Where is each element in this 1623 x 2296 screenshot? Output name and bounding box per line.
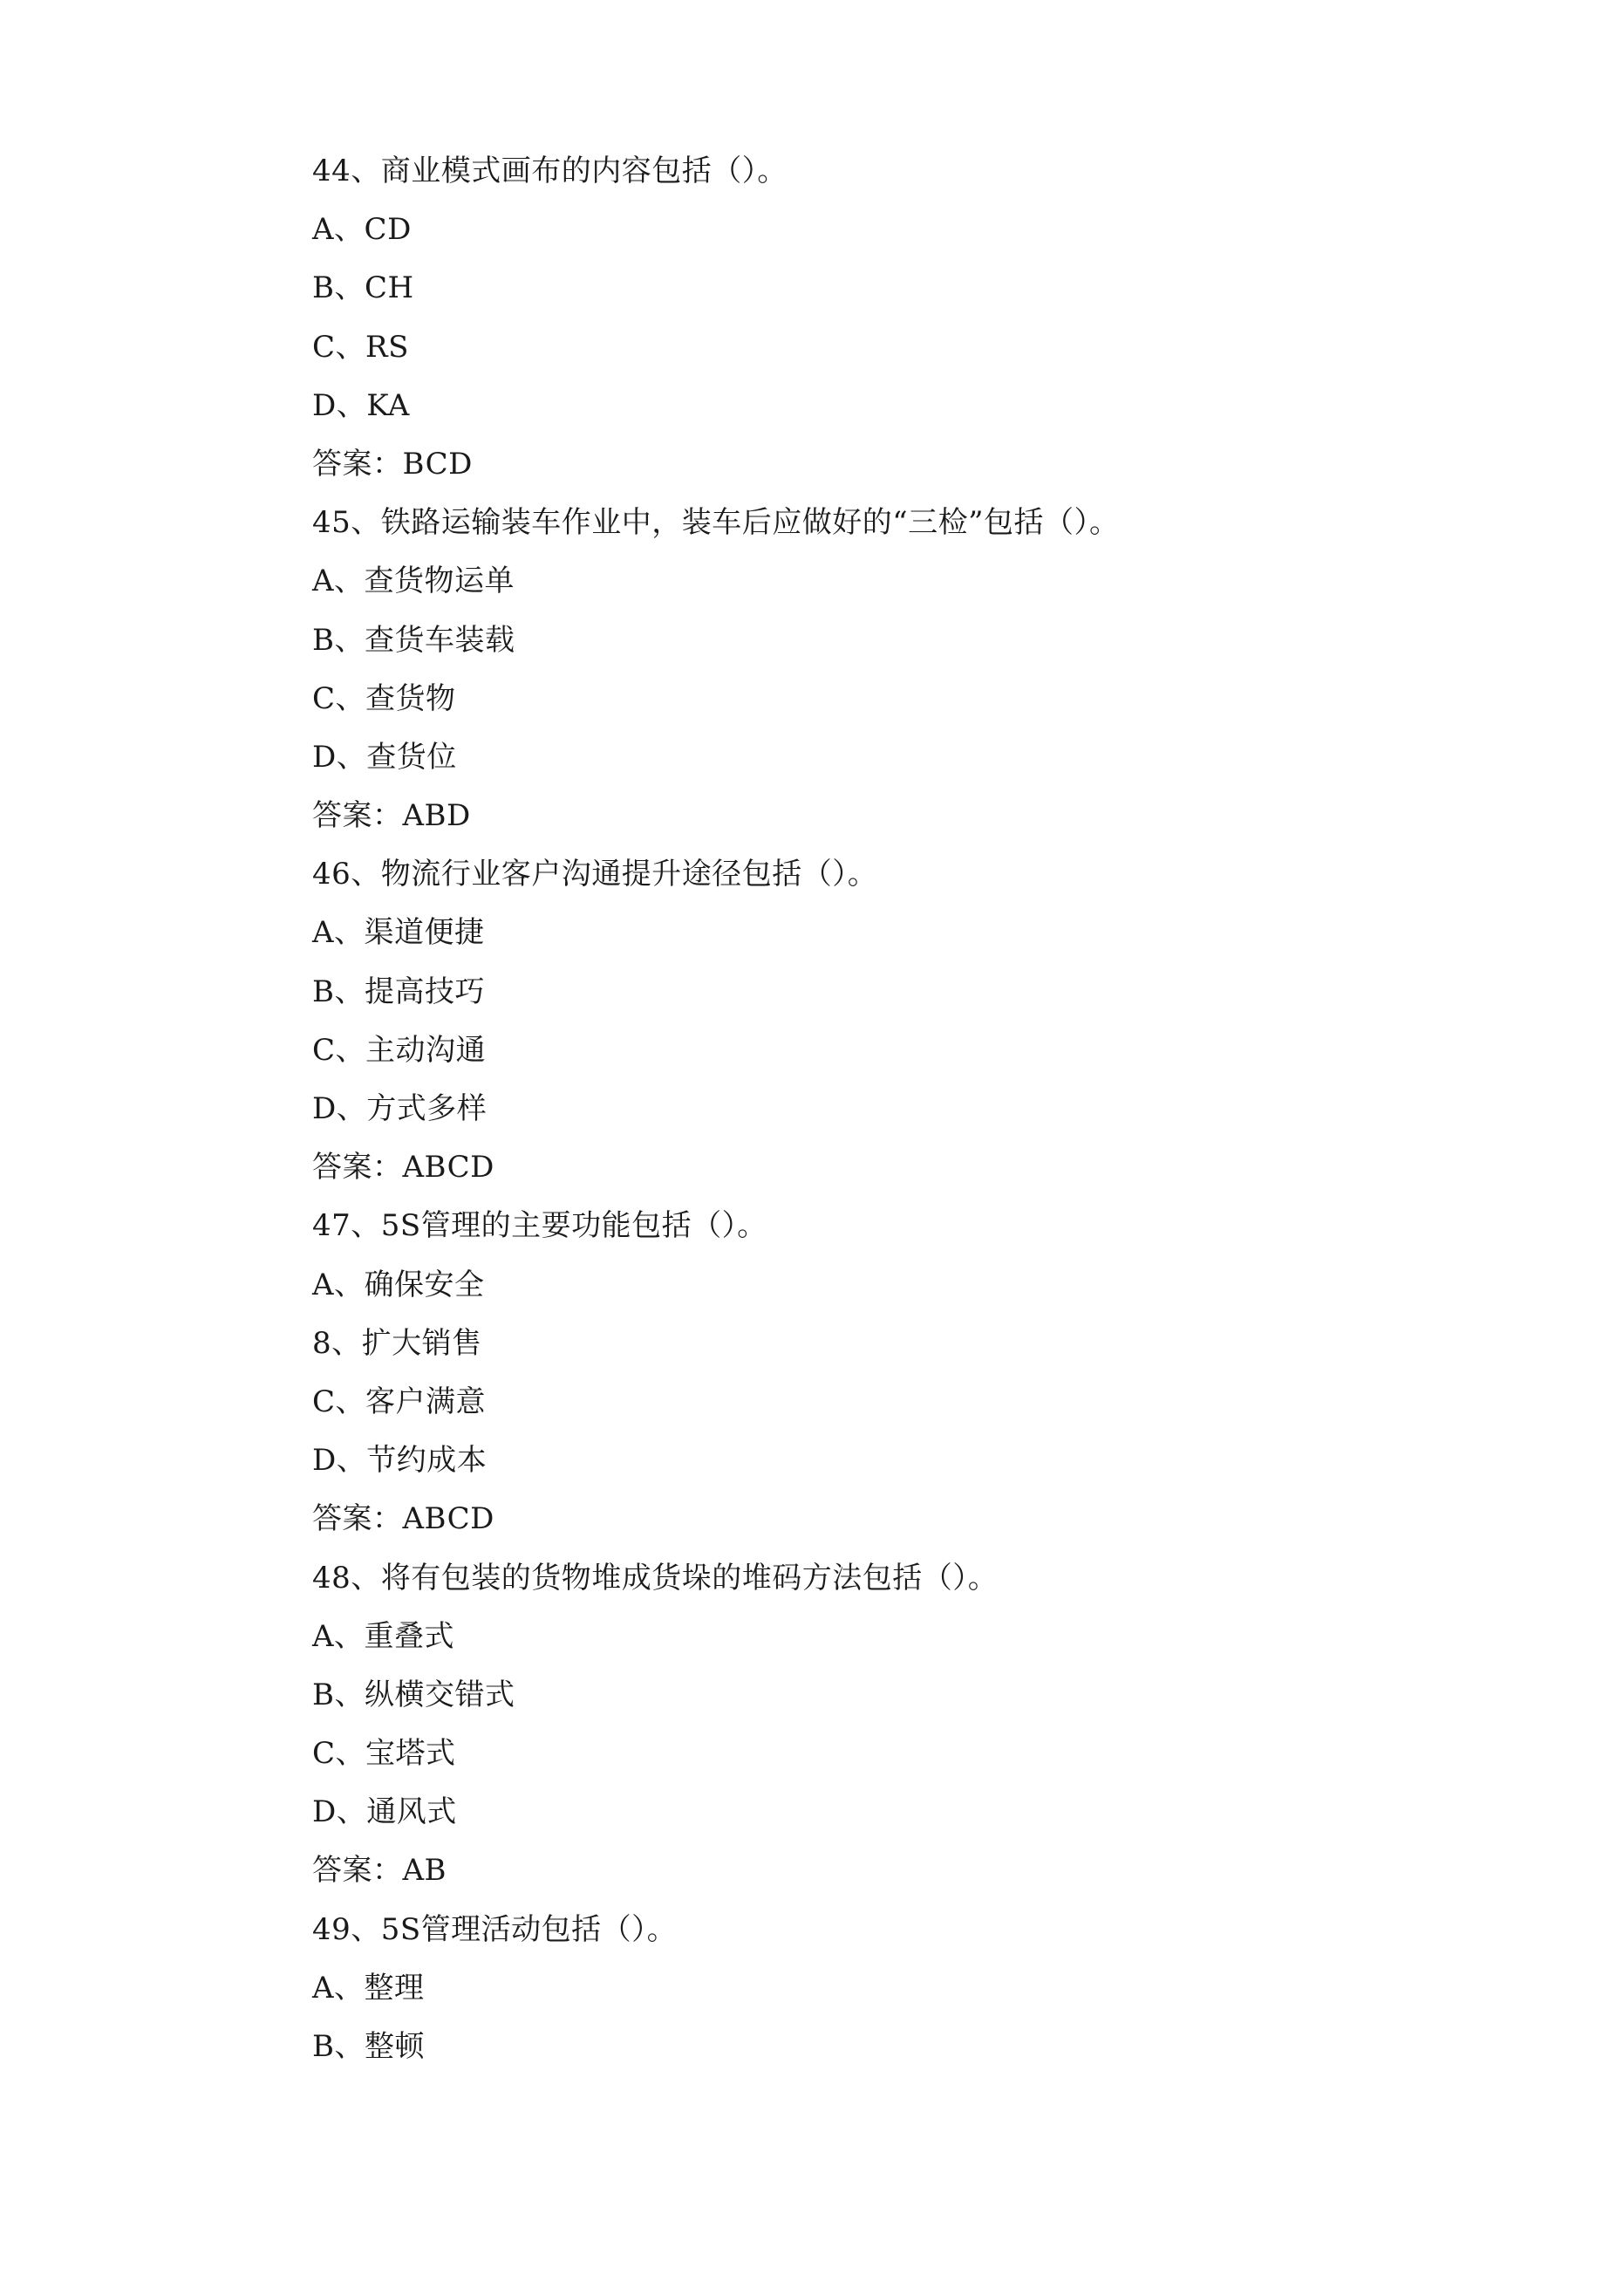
option-a: A、整理 xyxy=(312,1970,425,2006)
answer-47: 答案：ABCD xyxy=(312,1501,494,1537)
option-a: A、查货物运单 xyxy=(312,564,515,599)
answer-48: 答案：AB xyxy=(312,1853,447,1889)
option-d: D、方式多样 xyxy=(312,1091,488,1126)
document-body xyxy=(312,142,1533,2076)
option-d: D、KA xyxy=(312,387,410,423)
question-49: 49、5S管理活动包括（）。 xyxy=(312,1911,678,1947)
question-45: 45、铁路运输装车作业中，装车后应做好的“三检”包括（）。 xyxy=(312,505,1120,541)
answer-46: 答案：ABCD xyxy=(312,1150,494,1186)
option-c: C、主动沟通 xyxy=(312,1032,487,1068)
option-b: B、提高技巧 xyxy=(312,974,485,1009)
option-b: B、CH xyxy=(312,270,414,306)
question-48: 48、将有包装的货物堆成货垛的堆码方法包括（）。 xyxy=(312,1560,999,1596)
option-a: A、渠道便捷 xyxy=(312,915,485,951)
question-46: 46、物流行业客户沟通提升途径包括（）。 xyxy=(312,857,878,892)
option-d: D、节约成本 xyxy=(312,1443,488,1479)
option-b: B、整顿 xyxy=(312,2029,425,2064)
option-a: A、CD xyxy=(312,212,412,248)
option-b: B、查货车装载 xyxy=(312,622,515,658)
option-a: A、确保安全 xyxy=(312,1267,485,1302)
answer-44: 答案：BCD xyxy=(312,446,473,482)
answer-45: 答案：ABD xyxy=(312,798,471,834)
option-a: A、重叠式 xyxy=(312,1618,455,1654)
question-44: 44、商业模式画布的内容包括（）。 xyxy=(312,154,788,188)
option-d: D、查货位 xyxy=(312,739,457,775)
option-c: C、RS xyxy=(312,329,409,365)
option-c: C、宝塔式 xyxy=(312,1736,456,1772)
question-47: 47、5S管理的主要功能包括（）。 xyxy=(312,1208,767,1244)
option-d: D、通风式 xyxy=(312,1794,457,1830)
option-b: B、纵横交错式 xyxy=(312,1677,515,1712)
option-c: C、客户满意 xyxy=(312,1384,487,1419)
option-c: C、查货物 xyxy=(312,680,456,716)
option-b: 8、扩大销售 xyxy=(312,1325,482,1361)
